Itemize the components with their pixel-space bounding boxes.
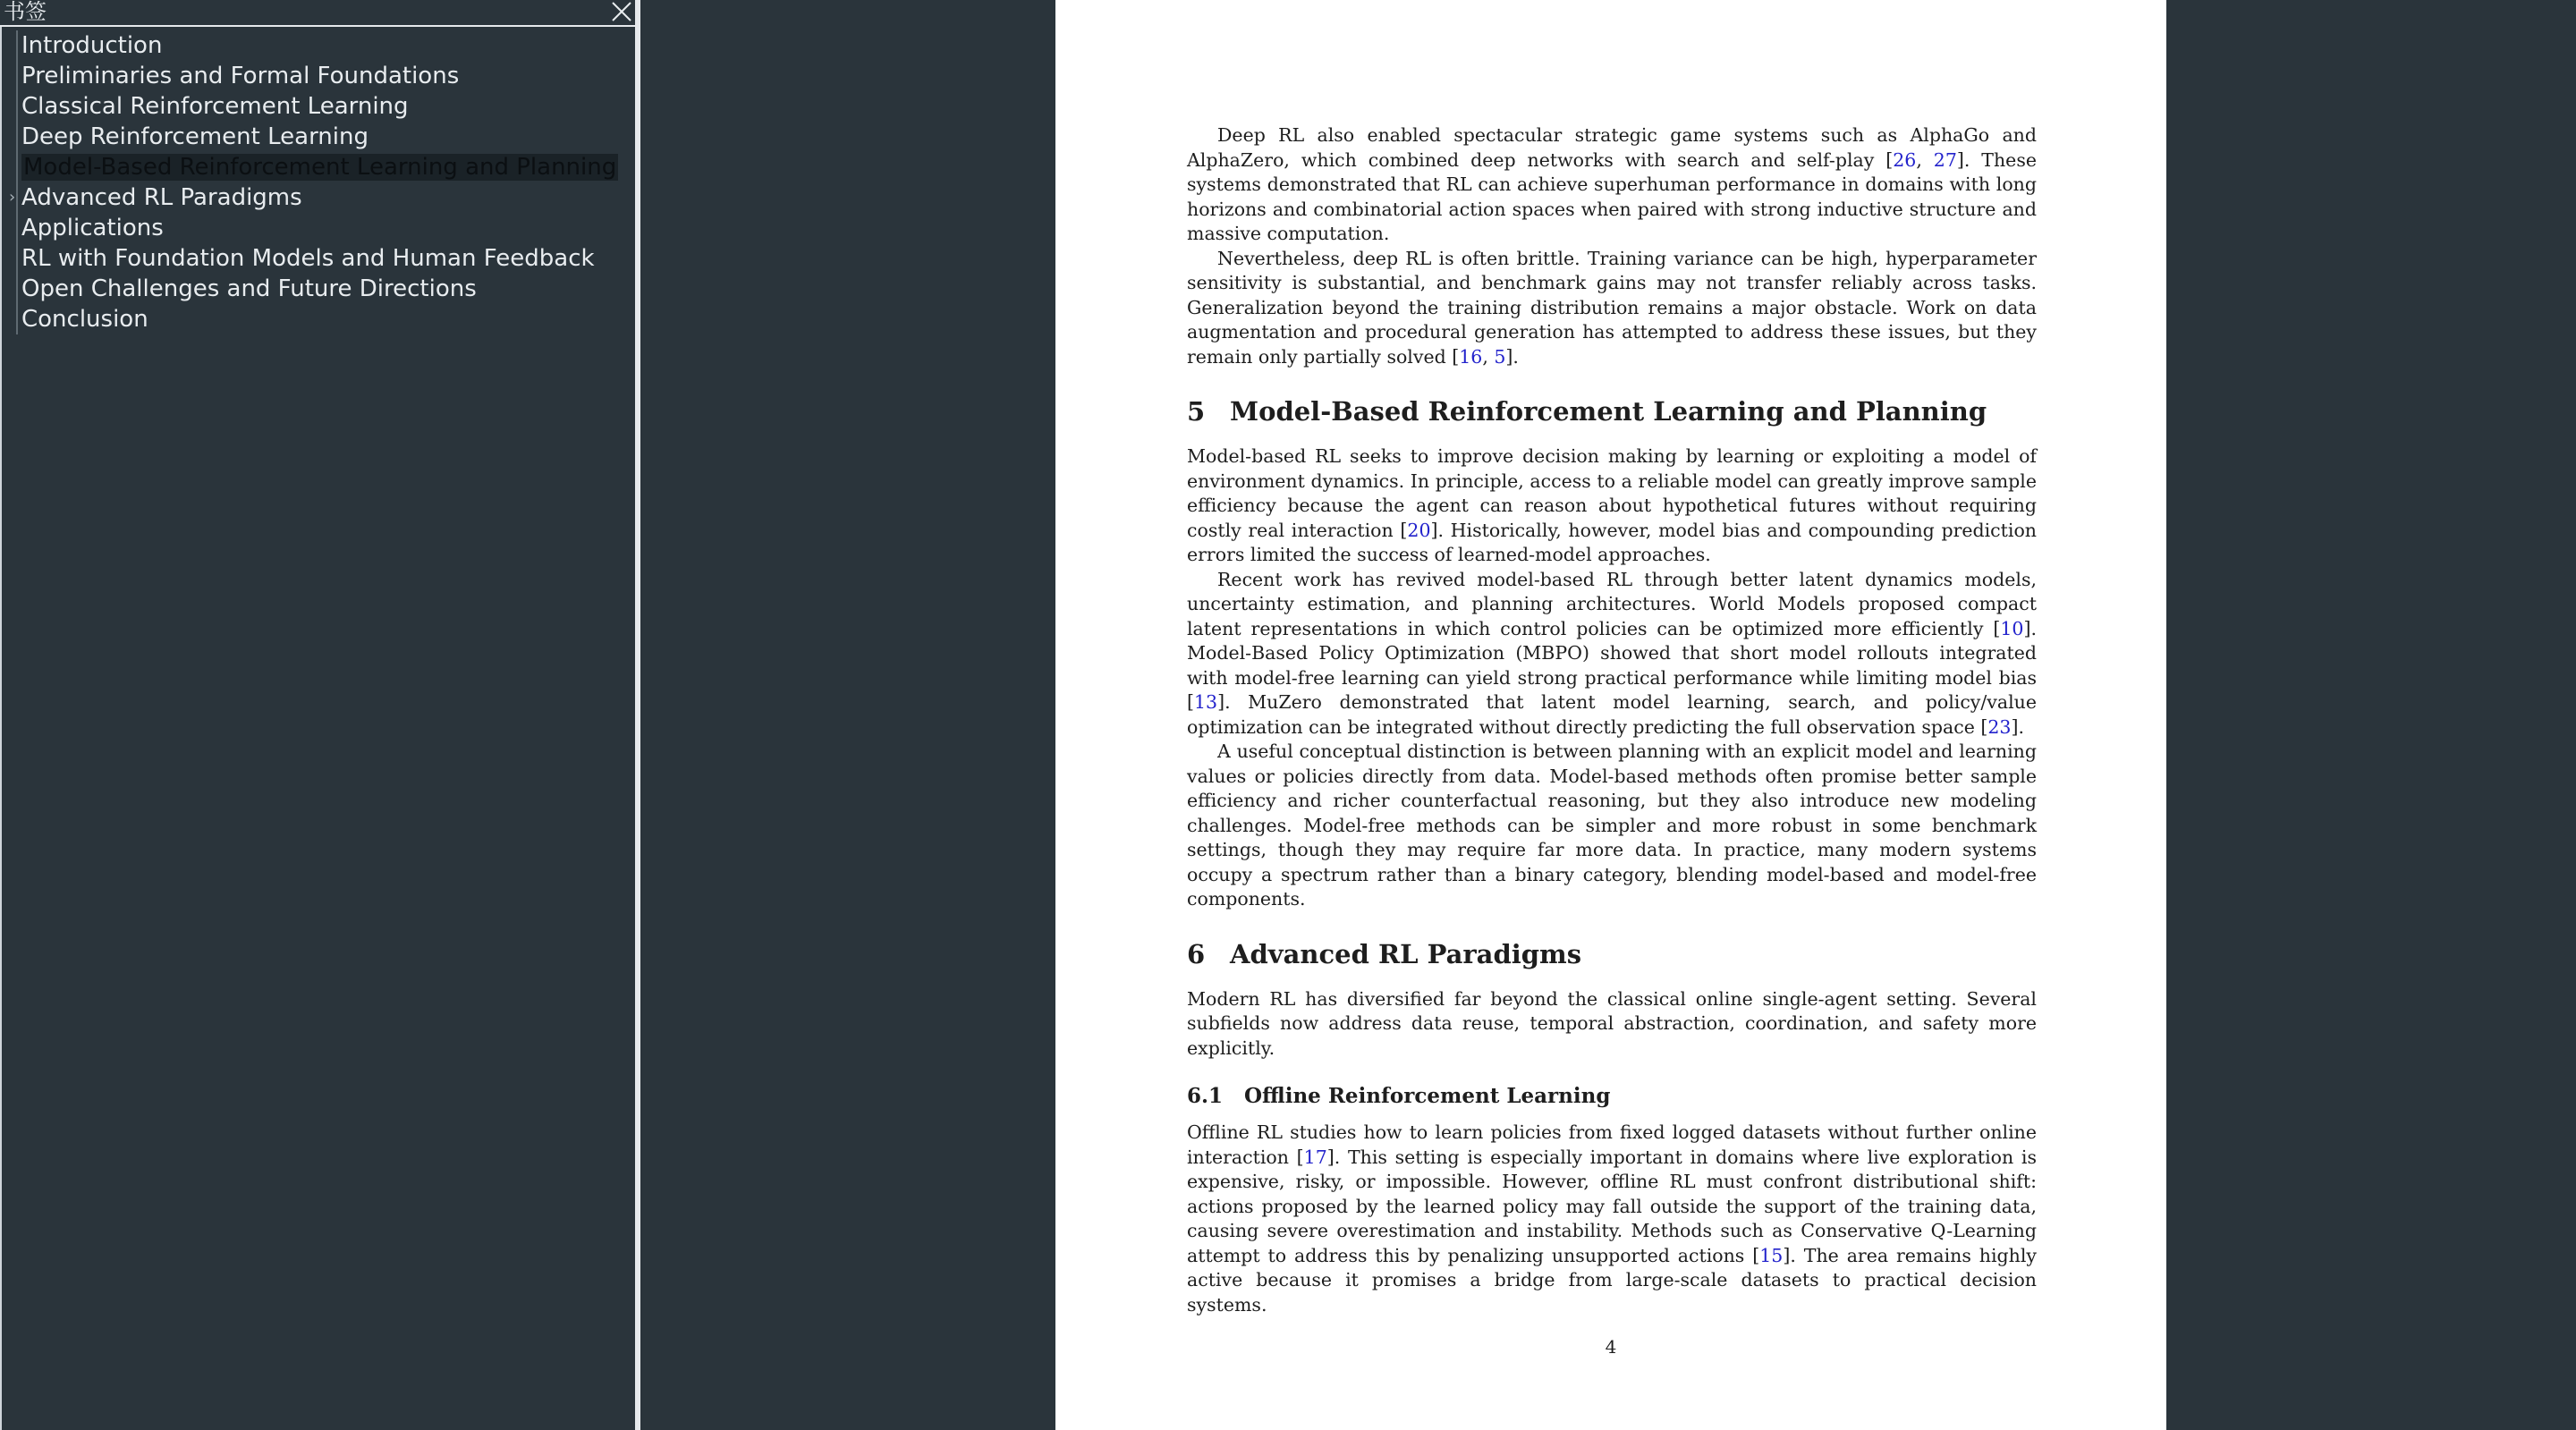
close-icon[interactable] [608, 0, 635, 25]
bookmark-item[interactable] [13, 30, 162, 61]
citation-link[interactable]: 5 [1494, 345, 1506, 368]
citation-link[interactable]: 20 [1407, 519, 1431, 541]
bookmark-label: Applications [21, 215, 164, 241]
tree-line [16, 30, 18, 61]
bookmarks-panel [0, 0, 640, 1430]
citation-link[interactable]: 16 [1459, 345, 1483, 368]
tree-line [16, 304, 18, 334]
paragraph: Offline RL studies how to learn policies from fixed logged datasets without further online interaction [17]. This setting is especially important in domains where live exploration is expensive, risky, or impossible. However, offline RL must confront distributional shift: actions proposed by the learned policy may fall outside the support of the training data, causing severe overestimation and instability. Methods such as Conservative Q-Learning attempt to address this by penalizing unsupported actions [15]. The area remains highly active because it promises a bridge from large-scale datasets to practical decision systems. [1187, 1121, 2037, 1316]
paragraph: Recent work has revived model-based RL through better latent dynamics models, uncertainty estimation, and planning architectures. World Models proposed compact latent representations in which control policies can be optimized more efficiently [10]. Model-Based Policy Optimization (MBPO) showed that short model rollouts integrated with model-free learning can yield strong practical performance while limiting model bias [13]. MuZero demonstrated that latent model learning, search, and policy/value optimization can be integrated without directly predicting the full observation space [23]. [1187, 568, 2037, 738]
subsection-title: Offline Reinforcement Learning [1244, 1084, 1611, 1108]
paragraph: A useful conceptual distinction is between planning with an explicit model and learning values or policies directly from data. Model-based methods often promise better sample efficiency and richer counterfactual reasoning, but they also introduce new modeling challenges. Model-free methods can be simpler and more robust in some benchmark settings, though they may require far more data. In practice, many modern systems occupy a spectrum rather than a binary category, blending model-based and model-free components. [1187, 740, 2037, 910]
citation-link[interactable]: 13 [1194, 691, 1218, 713]
tree-line [16, 213, 18, 243]
tree-line [16, 61, 18, 91]
tree-line [16, 243, 18, 274]
section-heading [1187, 396, 2037, 427]
bookmark-item[interactable] [13, 61, 459, 91]
tree-line [16, 152, 18, 182]
bookmark-label: Introduction [21, 32, 163, 59]
tree-line [16, 182, 18, 213]
expand-chevron-icon[interactable]: › [9, 188, 16, 207]
bookmark-label: Advanced RL Paradigms [21, 184, 302, 211]
subsection-heading [1187, 1084, 2037, 1108]
section-title: Model-Based Reinforcement Learning and Planning [1230, 396, 1987, 427]
citation-link[interactable]: 26 [1893, 148, 1917, 171]
bookmark-label: Deep Reinforcement Learning [21, 123, 369, 150]
citation-link[interactable]: 15 [1759, 1244, 1784, 1266]
paragraph: Modern RL has diversified far beyond the classical online single-agent setting. Several subfields now address data reuse, temporal abstraction, coordination, and safety more explicitly. [1187, 987, 2037, 1059]
citation-link[interactable]: 17 [1303, 1146, 1327, 1168]
section-number: 6 [1187, 938, 1206, 969]
bookmark-item[interactable] [13, 274, 477, 304]
paragraph: Model-based RL seeks to improve decision making by learning or exploiting a model of environment dynamics. In principle, access to a reliable model can greatly improve sample efficiency because the agent can reason about hypothetical futures without requiring costly real interaction [20]. Historically, however, model bias and compounding prediction errors limited the success of learned-model approaches. [1187, 445, 2038, 565]
bookmark-label: Model-Based Reinforcement Learning and Planning [23, 154, 617, 181]
paragraph: Deep RL also enabled spectacular strategic game systems such as AlphaGo and AlphaZero, which combined deep networks with search and self-play [26, 27]. These systems demonstrated that RL can achieve superhuman performance in domains with long horizons and combinatorial action spaces when paired with strong inductive structure and massive computation. [1187, 124, 2037, 244]
section-title: Advanced RL Paradigms [1230, 938, 1582, 969]
tree-line [16, 274, 18, 304]
bookmark-item[interactable] [13, 152, 618, 182]
subsection-number: 6.1 [1187, 1084, 1224, 1108]
bookmark-item[interactable] [13, 304, 148, 334]
bookmarks-title: 书签 [4, 0, 47, 24]
bookmark-label: Preliminaries and Formal Foundations [21, 63, 460, 89]
bookmark-label: Classical Reinforcement Learning [21, 93, 409, 120]
bookmark-item[interactable] [9, 182, 302, 213]
paragraph: Nevertheless, deep RL is often brittle. Training variance can be high, hyperparameter sensitivity is substantial, and benchmark gains may not transfer reliably across tasks. Generalization beyond the training distribution remains a major obstacle. Work on data augmentation and procedural generation has attempted to address these issues, but they remain only partially solved [16, 5]. [1187, 247, 2037, 368]
bookmark-item[interactable] [13, 213, 164, 243]
bookmark-item[interactable] [13, 91, 409, 122]
tree-border [0, 27, 2, 1430]
bookmark-label: Conclusion [21, 306, 148, 333]
citation-link[interactable]: 10 [2000, 617, 2024, 639]
bookmark-item[interactable] [13, 122, 369, 152]
tree-line [16, 91, 18, 122]
section-number: 5 [1187, 396, 1206, 427]
citation-link[interactable]: 27 [1933, 148, 1957, 171]
pdf-page [1055, 0, 2166, 1430]
bookmark-label: RL with Foundation Models and Human Feedback [21, 245, 595, 272]
page-number: 4 [1605, 1336, 1617, 1358]
section-heading [1187, 939, 2037, 969]
bookmark-label: Open Challenges and Future Directions [21, 275, 477, 302]
citation-link[interactable]: 23 [1987, 715, 2012, 738]
bookmarks-header [0, 0, 640, 27]
tree-line [16, 122, 18, 152]
bookmark-item[interactable] [13, 243, 595, 274]
page-content [1187, 123, 2037, 1317]
